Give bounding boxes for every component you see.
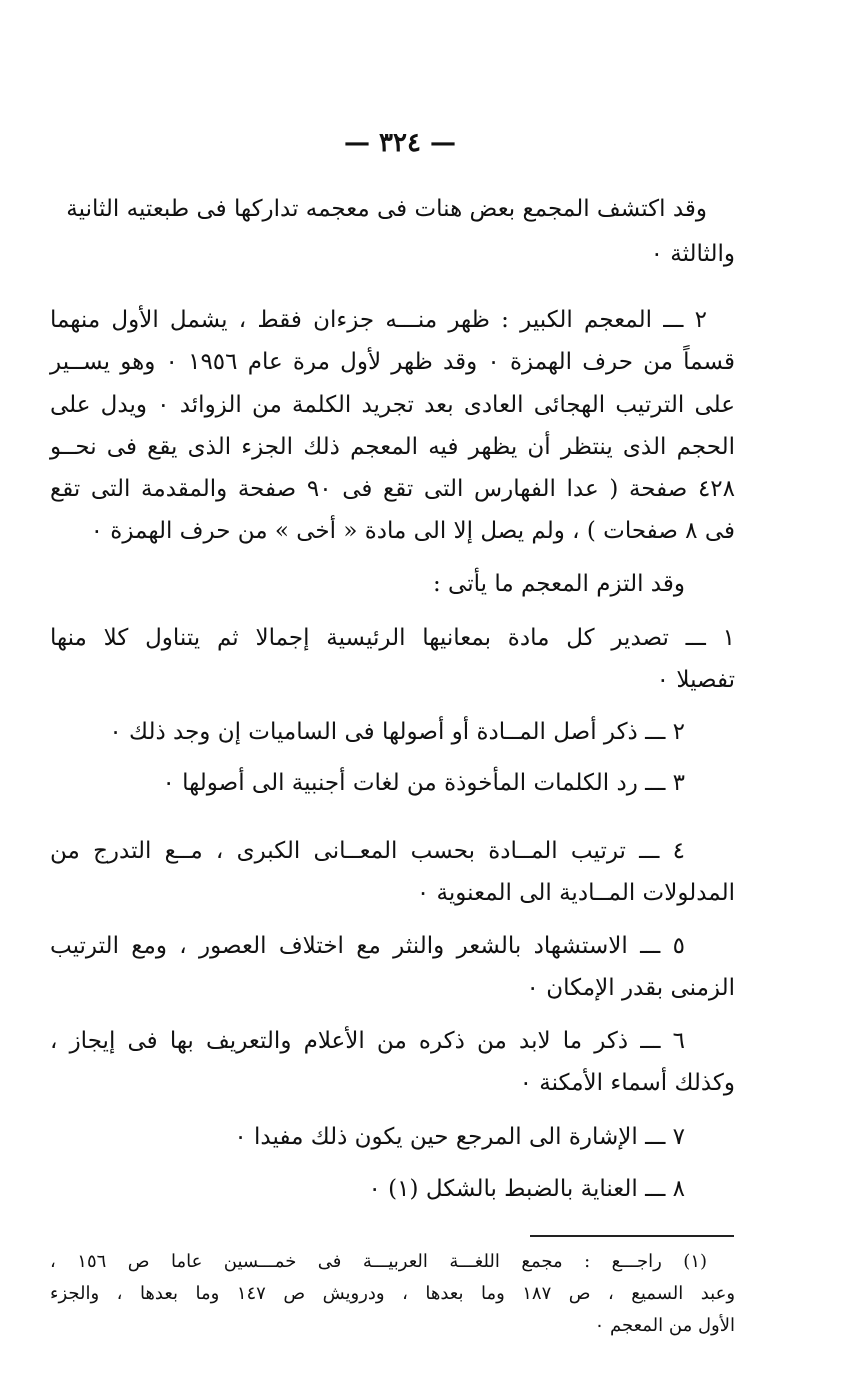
list-item-line: ٦ ـــ ذكر ما لابد من ذكره من الأعلام والتعريف بها فى إيجاز ، [50,1028,685,1054]
list-item-line: ٥ ـــ الاستشهاد بالشعر والنثر مع اختلاف العصور ، ومع الترتيب [50,933,685,959]
text-line: والثالثة ٠ [650,241,735,267]
list-item-line: تفصيلا ٠ [656,667,735,693]
footnote-line: الأول من المعجم ٠ [594,1315,735,1336]
text-line: ٤٢٨ صفحة ( عدا الفهارس التى تقع فى ٩٠ صفحة والمقدمة التى تقع [50,476,735,502]
item-2-heading-line: ٢ ـــ المعجم الكبير : ظهر منـــه جزءان فقط ، يشمل الأول منهما [50,307,707,333]
text-line: فى ٨ صفحات ) ، ولم يصل إلا الى مادة « أخى » من حرف الهمزة ٠ [90,518,735,544]
list-item-line: ٢ ـــ ذكر أصل المــادة أو أصولها فى الساميات إن وجد ذلك ٠ [109,719,685,745]
list-item-line: ٣ ـــ رد الكلمات المأخوذة من لغات أجنبية الى أصولها ٠ [162,770,685,796]
text-line: قسماً من حرف الهمزة ٠ وقد ظهر لأول مرة عام ١٩٥٦ ٠ وهو يســير [50,349,735,375]
page-number: — ٣٢٤ — [343,128,457,158]
footnote-line: (١) راجـــع : مجمع اللغـــة العربيـــة فى خمـــسين عاما ص ١٥٦ ، [50,1251,708,1272]
text-line: على الترتيب الهجائى العادى بعد تجريد الكلمة من الزوائد ٠ ويدل على [50,392,735,418]
list-item-line: ١ ـــ تصدير كل مادة بمعانيها الرئيسية إجمالا ثم يتناول كلا منها [50,625,735,651]
footnote-divider [530,1235,734,1237]
list-item-line: الزمنى بقدر الإمكان ٠ [526,975,735,1001]
list-item-line: ٧ ـــ الإشارة الى المرجع حين يكون ذلك مفيدا ٠ [234,1124,685,1150]
list-item-line: ٤ ـــ ترتيب المــادة بحسب المعــانى الكبرى ، مــع التدرج من [50,838,685,864]
list-item-line: ٨ ـــ العناية بالضبط بالشكل (١) ٠ [368,1176,685,1202]
text-line: الحجم الذى ينتظر أن يظهر فيه المعجم ذلك الجزء الذى يقع فى نحــو [50,434,735,460]
list-item-line: المدلولات المــادية الى المعنوية ٠ [416,880,735,906]
footnote-line: وعبد السميع ، ص ١٨٧ وما بعدها ، ودرويش ص ١٤٧ وما بعدها ، والجزء [50,1283,736,1304]
text-line: وقد اكتشف المجمع بعض هنات فى معجمه تداركها فى طبعتيه الثانية [66,196,707,222]
list-item-line: وكذلك أسماء الأمكنة ٠ [519,1070,735,1096]
list-intro-line: وقد التزم المعجم ما يأتى : [432,571,685,597]
